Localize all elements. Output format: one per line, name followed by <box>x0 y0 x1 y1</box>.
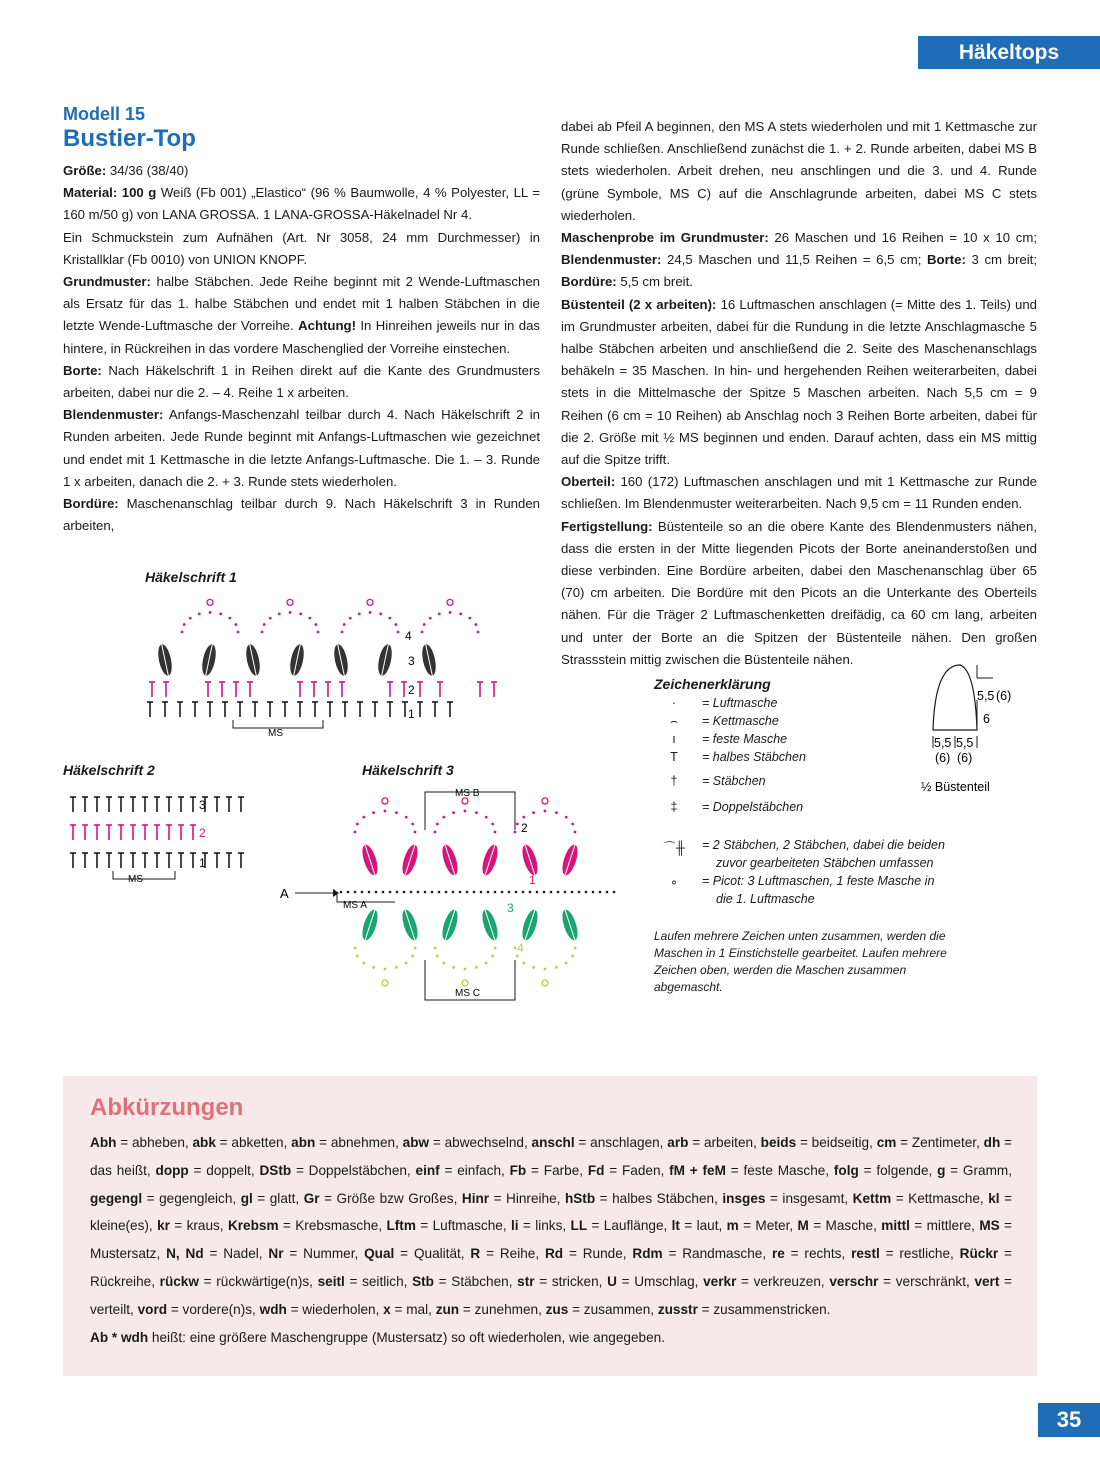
chart2-stitch <box>94 853 100 868</box>
chart2-stitch <box>238 853 244 868</box>
schem-br: 5,5 <box>956 736 974 750</box>
chart1-shell <box>244 643 262 677</box>
chart3-shell <box>559 843 580 877</box>
chart2-stitch <box>106 825 112 840</box>
legend-item: die 1. Luftmasche <box>716 892 815 906</box>
chart1-shell <box>332 643 350 677</box>
instruction-paragraph: Oberteil: 160 (172) Luftmaschen anschlagen und mit 1 Kettmasche zur Runde schließen. Im Blendenmuster weiterarbeiten. Nach 9,5 cm = 11 Runden enden. <box>561 474 1037 512</box>
instructions-right <box>561 116 1037 671</box>
chart2-stitch <box>82 825 88 840</box>
chart1-stitch <box>311 682 317 697</box>
instruction-paragraph: dabei ab Pfeil A beginnen, den MS A stets wiederholen und mit 1 Kettmasche zur Runde schließen. Anschließend zunächst die 1. + 2. Runde arbeiten, dabei MS B stets wiederholen. Arbeit drehen, neu anschlingen und die 3. und 4. Runde (grüne Symbole, MS C) auf die Anschlagrunde arbeiten, dabei MS C stets wiederholen. <box>561 119 1037 223</box>
chart3-chain <box>368 891 371 894</box>
chart2-stitch <box>118 853 124 868</box>
legend-item: = Picot: 3 Luftmaschen, 1 feste Masche in <box>702 874 935 888</box>
chart3-chain <box>410 891 413 894</box>
chart1-stitch <box>267 702 273 717</box>
abbreviations-title: Abkürzungen <box>90 1094 244 1121</box>
legend-item: = Kettmasche <box>702 714 779 728</box>
chart1-row-label: 3 <box>408 654 415 668</box>
instruction-paragraph: Material: 100 g Weiß (Fb 001) „Elastico“ (96 % Baumwolle, 4 % Polyester, LL = 160 m/50 g) von LANA GROSSA. 1 LANA-GROSSA-Häkelnadel Nr 4. <box>63 185 540 223</box>
chart3-shell <box>519 908 540 942</box>
chart1-stitch <box>325 682 331 697</box>
chart1-stitch <box>297 682 303 697</box>
chart1-stitch <box>205 682 211 697</box>
chart2-stitch <box>118 825 124 840</box>
chart3-chain <box>543 891 546 894</box>
schem-top: 5,5 <box>977 689 995 703</box>
chart3-chain <box>585 891 588 894</box>
chart2-stitch <box>142 853 148 868</box>
chart3-chain <box>347 891 350 894</box>
chart3-chain <box>606 891 609 894</box>
chart2-stitch <box>154 825 160 840</box>
chart3-arc <box>354 798 417 833</box>
chart3-arc-bottom <box>434 947 497 986</box>
chart2-stitch <box>130 797 136 812</box>
chart3-chain <box>417 891 420 894</box>
chart1-shell <box>200 643 218 677</box>
chart1-title: Häkelschrift 1 <box>145 569 237 585</box>
chart3-chain <box>487 891 490 894</box>
treble-crochet-icon: ‡ <box>670 800 678 814</box>
chart3-chain <box>508 891 511 894</box>
legend-item: = Stäbchen <box>702 774 766 788</box>
page-number: 35 <box>1038 1403 1100 1437</box>
bust-schematic <box>915 660 1045 800</box>
chart1-stitch <box>233 682 239 697</box>
chart2-title: Häkelschrift 2 <box>63 762 155 778</box>
model-title: Bustier-Top <box>63 125 196 152</box>
chart2-row-label: 1 <box>199 856 206 870</box>
legend-item: = Luftmasche <box>702 696 778 710</box>
abbreviations-box <box>63 1076 1037 1376</box>
chart1-arc <box>261 599 320 633</box>
chart2-stitch <box>178 797 184 812</box>
chart3-msa-label: MS A <box>343 900 367 911</box>
chart2-stitch <box>178 853 184 868</box>
chart1-ms-bracket <box>233 720 323 728</box>
chart3-msc-label: MS C <box>455 988 480 999</box>
chart1-row-label: 1 <box>408 707 415 721</box>
chart2-stitch <box>70 825 76 840</box>
chart3-arc-bottom <box>354 947 417 986</box>
chart2-stitch <box>94 825 100 840</box>
chart1-shell <box>420 643 438 677</box>
chart3-shell <box>479 908 500 942</box>
instruction-paragraph: Maschenprobe im Grundmuster: 26 Maschen und 16 Reihen = 10 x 10 cm; Blendenmuster: 24,5 Maschen und 11,5 Reihen = 6,5 cm; Borte: 3 cm breit; Bordüre: 5,5 cm breit. <box>561 230 1037 290</box>
chart1-stitch <box>163 682 169 697</box>
chart3-chain <box>480 891 483 894</box>
legend-item: zuvor gearbeiteten Stäbchen umfassen <box>716 856 934 870</box>
chart2-stitch <box>118 797 124 812</box>
chart3-arc <box>434 798 497 833</box>
chart2-ms-bracket <box>113 871 175 879</box>
chart3-chain <box>459 891 462 894</box>
chart3-chain <box>354 891 357 894</box>
legend-note: Laufen mehrere Zeichen unten zusammen, werden die Maschen in 1 Einstichstelle gearbeitet. Laufen mehrere Zeichen oben, werden die Maschen zusammen abgemascht. <box>654 929 947 994</box>
chart1-stitch <box>401 682 407 697</box>
chart1-stitch <box>192 702 198 717</box>
chart2-stitch <box>94 797 100 812</box>
chart3-shell <box>399 843 420 877</box>
chart3-chain <box>529 891 532 894</box>
chart3-chain <box>501 891 504 894</box>
chart3-chain <box>494 891 497 894</box>
chart3-chain <box>424 891 427 894</box>
chart2-stitch <box>190 825 196 840</box>
chart3-chain <box>613 891 616 894</box>
chart1-arc <box>421 599 480 633</box>
schem-caption: ½ Büstenteil <box>921 780 990 794</box>
chart2-stitch <box>142 825 148 840</box>
instruction-paragraph: Büstenteil (2 x arbeiten): 16 Luftmaschen anschlagen (= Mitte des 1. Teils) und im Grundmuster arbeiten, dabei für die Rundung in die letzte Anschlagmasche 5 halbe Stäbchen arbeiten und anschließend die 2. Seite des Maschenanschlags behäkeln = 35 Maschen. In hin- und hergehenden Reihen weiterarbeiten, dabei stets in die Mittelmasche der Spitze 5 Maschen arbeiten. Nach 5,5 cm = 9 Reihen (6 cm = 10 Reihen) ab Anschlag noch 3 Reihen Borte arbeiten, dabei für die 2. Größe mit ½ MS beginnen und enden. Darauf achten, dass ein MS mittig auf die Spitze trifft. <box>561 296 1038 468</box>
slip-stitch-icon: ⌢ <box>669 714 679 728</box>
chart1-stitch <box>372 702 378 717</box>
chart3-chain <box>571 891 574 894</box>
chart1-stitch <box>437 682 443 697</box>
chart3-chain <box>473 891 476 894</box>
chart3-chain <box>599 891 602 894</box>
chart2-stitch <box>226 853 232 868</box>
chart2-stitch <box>154 797 160 812</box>
single-crochet-icon: ı <box>672 732 676 746</box>
chart3-row-label: 1 <box>529 873 536 887</box>
chart3-chain <box>564 891 567 894</box>
chart3-shell <box>359 843 380 877</box>
section-tab: Häkeltops <box>918 36 1100 69</box>
chart3-chain <box>452 891 455 894</box>
chart3-shell <box>479 843 500 877</box>
chart1-stitch <box>327 702 333 717</box>
chart3-chain <box>550 891 553 894</box>
chart3-chain <box>466 891 469 894</box>
chart1-stitch <box>222 702 228 717</box>
chart3-chain <box>522 891 525 894</box>
half-double-icon: T <box>670 750 678 764</box>
instruction-paragraph: Fertigstellung: Büstenteile so an die obere Kante des Blendenmusters nähen, dass die ersten in der Mitte liegenden Picots der Borte aneinanderstoßen und diese verbinden. Eine Bordüre arbeiten, dabei den Maschenanschlag über 65 (70) cm arbeiten. Die Bordüre mit den Picots an die Unterkante des Oberteils nähen. Für die Träger 2 Luftmaschenketten dreifädig, ca 60 cm lang, arbeiten und unter der Borte an die Spitzen der Büstenteile nähen. Den großen Strassstein mittig zwischen die Büstenteile nähen. <box>561 518 1037 667</box>
chart1-stitch <box>162 702 168 717</box>
instruction-paragraph: Borte: Nach Häkelschrift 1 in Reihen direkt auf die Kante des Grundmusters arbeiten, dabei nur die 2. – 4. Reihe 1 x arbeiten. <box>63 362 540 401</box>
abbreviations-text: Abh = abheben, abk = abketten, abn = abnehmen, abw = abwechselnd, anschl = anschlagen, arb = arbeiten, beids = beidseitig, cm = Zentimeter, dh = das heißt, dopp = doppelt, DStb = Doppelstäbchen, einf = einfach, Fb = Farbe, Fd = Faden, fM + feM = feste Masche, folg = folgende, g = Gramm, gegengl = gegengleich, gl = glatt, Gr = Größe bzw Großes, Hinr = Hinreihe, hStb = halbes Stäbchen, insges = insgesamt, Kettm = Kettmasche, kl = kleine(es), kr = kraus, Krebsm = Krebsmasche, Lftm = Luftmasche, li = links, LL = Lauflänge, lt = laut, m = Meter, M = Masche, mittl = mittlere, MS = Mustersatz, N, Nd = Nadel, Nr = Nummer, Qual = Qualität, R = Reihe, Rd = Runde, Rdm = Randmasche, re = rechts, restl = restliche, Rückr = Rückreihe, rückw = rückwärtige(n)s, seitl = seitlich, Stb = Stäbchen, str = stricken, U = Umschlag, verkr = verkreuzen, verschr = verschränkt, vert = verteilt, vord = vordere(n)s, wdh = wiederholen, x = mal, zun = zunehmen, zus = zusammen, zusstr = zusammenstricken. Ab * wdh heißt: eine größere Maschengruppe (Mustersatz) so oft wiederholen, wie angegeben. <box>90 1135 1013 1345</box>
schem-bl-alt: (6) <box>935 751 951 765</box>
chart2-stitch <box>70 797 76 812</box>
chart3-chain <box>536 891 539 894</box>
chart1-stitch <box>149 682 155 697</box>
chart3-chain <box>431 891 434 894</box>
chart2-stitch <box>142 797 148 812</box>
chart1-stitch <box>357 702 363 717</box>
chart3-arrow-head <box>333 889 339 897</box>
chart2-row-label: 2 <box>199 826 206 840</box>
chart2-row-label: 3 <box>199 798 206 812</box>
chart3-chain <box>445 891 448 894</box>
chart1-stitch <box>312 702 318 717</box>
chart3-chain <box>361 891 364 894</box>
chart1-shell <box>156 643 174 677</box>
chart1-arc <box>181 599 240 633</box>
legend-item: = halbes Stäbchen <box>702 750 806 764</box>
chart3-arrow-label: A <box>280 886 289 901</box>
chart1-stitch <box>207 702 213 717</box>
chart3-chain <box>375 891 378 894</box>
chart3-chain <box>389 891 392 894</box>
chart1-diagram <box>140 590 510 740</box>
chart3-shell <box>519 843 540 877</box>
schem-bl: 5,5 <box>934 736 952 750</box>
chart3-chain <box>340 891 343 894</box>
chart2-stitch <box>238 797 244 812</box>
chart1-stitch <box>282 702 288 717</box>
chart1-stitch <box>219 682 225 697</box>
chart3-shell <box>359 908 380 942</box>
chart3-shell <box>439 908 460 942</box>
chart1-ms-label: MS <box>268 728 283 739</box>
chart1-stitch <box>247 682 253 697</box>
chart2-stitch <box>70 853 76 868</box>
chart1-stitch <box>387 682 393 697</box>
chart1-stitch <box>297 702 303 717</box>
instruction-paragraph: Bordüre: Maschenanschlag teilbar durch 9. Nach Häkelschrift 3 in Runden arbeiten, <box>63 496 540 534</box>
chart2-stitch <box>178 825 184 840</box>
chart1-stitch <box>252 702 258 717</box>
chart3-chain <box>382 891 385 894</box>
chart1-stitch <box>177 702 183 717</box>
legend-item: = feste Masche <box>702 732 788 746</box>
chart3-chain <box>592 891 595 894</box>
chart3-title: Häkelschrift 3 <box>362 762 454 778</box>
chart2-stitch <box>82 797 88 812</box>
chart3-row-label: 2 <box>521 821 528 835</box>
schem-br-alt: (6) <box>957 751 973 765</box>
chart2-stitch <box>190 797 196 812</box>
chart3-chain <box>515 891 518 894</box>
chart2-diagram <box>63 785 263 885</box>
chart1-arc <box>341 599 400 633</box>
chart2-stitch <box>190 853 196 868</box>
chart3-shell <box>399 908 420 942</box>
chart2-stitch <box>166 853 172 868</box>
chart3-row-label: 3 <box>507 901 514 915</box>
chart1-row-label: 2 <box>408 683 415 697</box>
chart2-stitch <box>166 825 172 840</box>
chart2-stitch <box>214 853 220 868</box>
chart1-stitch <box>432 702 438 717</box>
legend-item: = Doppelstäbchen <box>702 800 804 814</box>
chart2-stitch <box>130 825 136 840</box>
chart1-stitch <box>447 702 453 717</box>
chart2-stitch <box>130 853 136 868</box>
chart2-stitch <box>154 853 160 868</box>
instruction-paragraph: Ein Schmuckstein zum Aufnähen (Art. Nr 3058, 24 mm Durchmesser) in Kristallklar (Fb 0010) von UNION KNOPF. <box>63 229 540 267</box>
instruction-paragraph: Grundmuster: halbe Stäbchen. Jede Reihe beginnt mit 2 Wende-Luftmaschen als Ersatz für das 1. halbe Stäbchen und endet mit 1 halben Stäbchen in die letzte Wende-Luftmasche der Vorreihe. Achtung! In Hinreihen jeweils nur in das hintere, in Rückreihen in das vordere Maschenglied der Vorreihe einstechen. <box>63 274 540 356</box>
model-number: Modell 15 <box>63 104 146 124</box>
chart3-chain <box>557 891 560 894</box>
chart3-chain <box>578 891 581 894</box>
crossed-stitches-icon: ⌒╫ <box>663 841 685 855</box>
legend-title: Zeichenerklärung <box>654 676 771 692</box>
schem-side: 6 <box>983 712 990 726</box>
chart2-stitch <box>166 797 172 812</box>
chart2-stitch <box>226 797 232 812</box>
chart1-shell <box>288 643 306 677</box>
chart1-stitch <box>147 702 153 717</box>
chart3-chain <box>438 891 441 894</box>
chart2-stitch <box>82 853 88 868</box>
schem-top-alt: (6) <box>996 689 1012 703</box>
chart2-stitch <box>106 797 112 812</box>
chart3-chain <box>396 891 399 894</box>
chart3-chain <box>403 891 406 894</box>
chart2-stitch <box>106 853 112 868</box>
legend-item: = 2 Stäbchen, 2 Stäbchen, dabei die beiden <box>702 838 945 852</box>
chart3-msb-label: MS B <box>455 788 480 799</box>
chart3-diagram <box>275 780 625 1010</box>
chart1-stitch <box>417 702 423 717</box>
chart1-row-label: 4 <box>405 629 412 643</box>
chart3-shell <box>439 843 460 877</box>
chart3-row-label: 4 <box>517 941 524 955</box>
chart1-stitch <box>491 682 497 697</box>
chart2-ms-label: MS <box>128 874 143 885</box>
double-crochet-icon: † <box>670 774 678 788</box>
chart1-stitch <box>342 702 348 717</box>
chart3-shell <box>559 908 580 942</box>
chart1-shell <box>376 643 394 677</box>
instruction-paragraph: Größe: 34/36 (38/40) <box>63 163 189 178</box>
chart1-stitch <box>387 702 393 717</box>
chart1-stitch <box>477 682 483 697</box>
instructions-left <box>63 160 540 537</box>
chart1-stitch <box>237 702 243 717</box>
chart1-stitch <box>417 682 423 697</box>
chain-symbol-icon: · <box>671 696 677 710</box>
chart2-stitch <box>214 797 220 812</box>
chart1-stitch <box>339 682 345 697</box>
picot-icon: ∘ <box>670 875 678 889</box>
instruction-paragraph: Blendenmuster: Anfangs-Maschenzahl teilbar durch 4. Nach Häkelschrift 2 in Runden arbeiten. Jede Runde beginnt mit Anfangs-Luftmaschen wie gezeichnet und endet mit 1 Kettmasche in die letzte Anfangs-Luftmasche. Die 1. – 3. Runde 1 x arbeiten, danach die 2. + 3. Runde stets wiederholen. <box>63 407 540 489</box>
